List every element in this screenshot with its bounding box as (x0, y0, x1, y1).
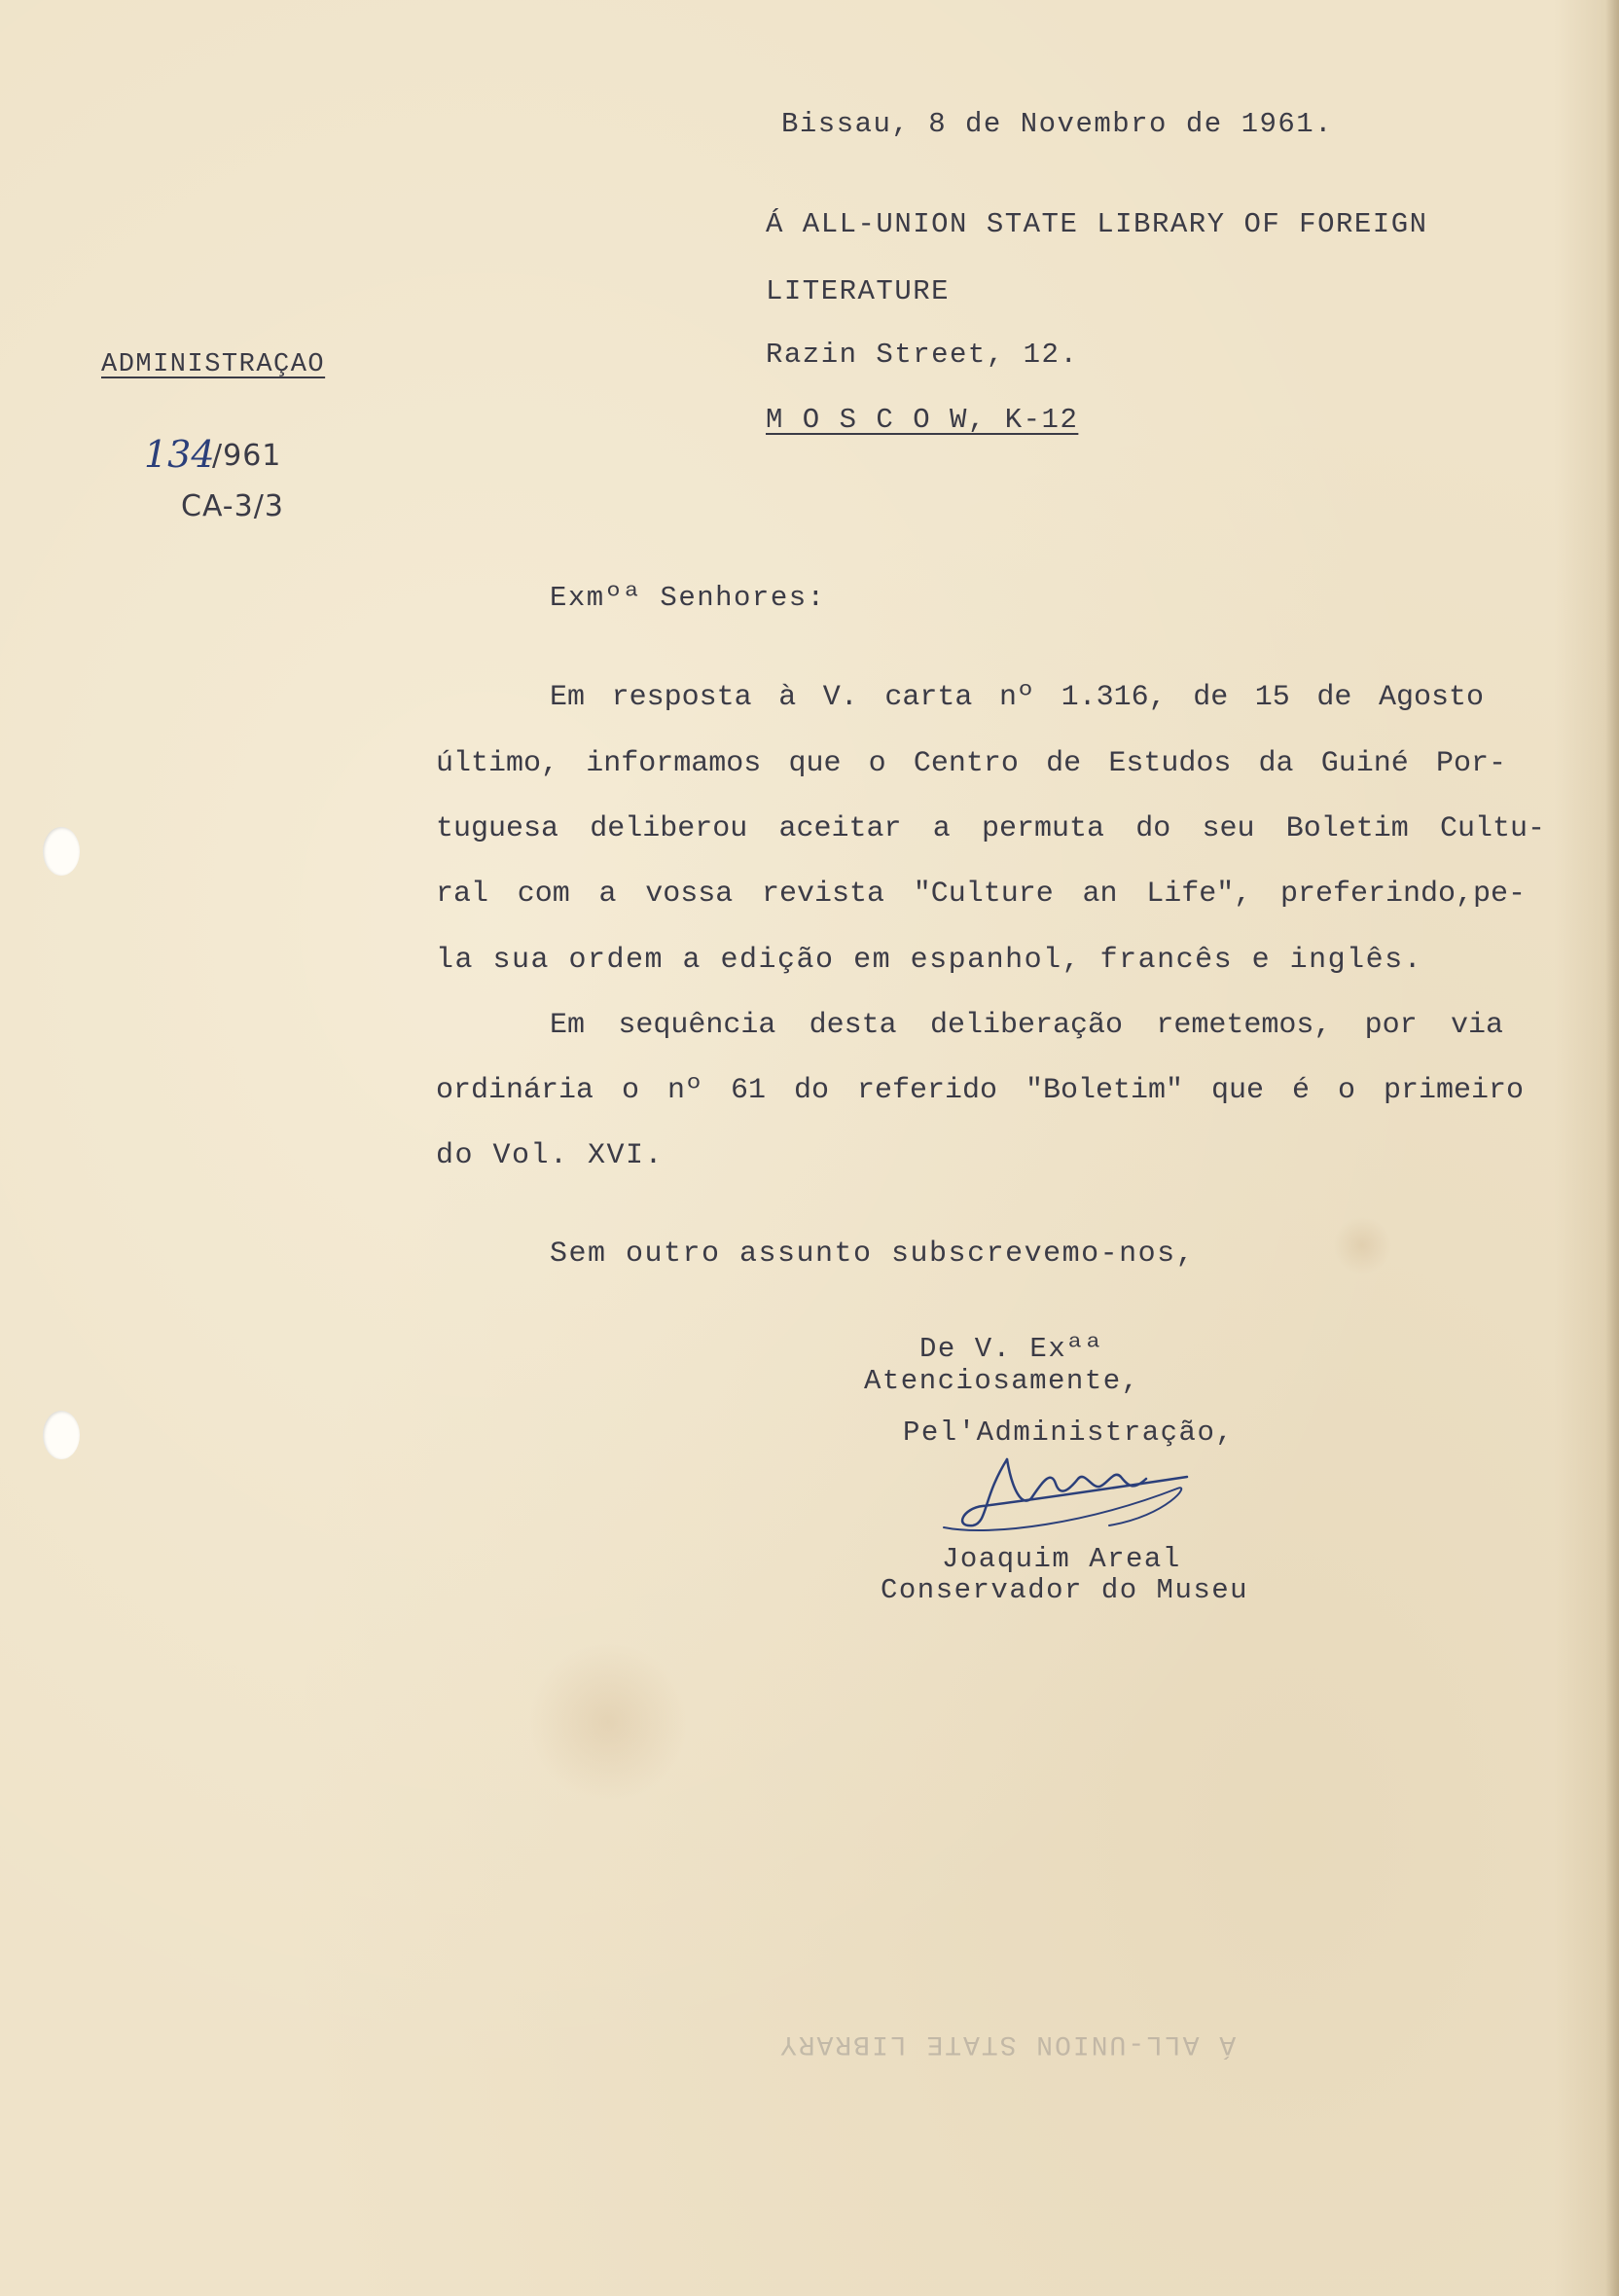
handwritten-signature (915, 1430, 1206, 1547)
body-line: Em sequência desta deliberação remetemos, por via (550, 1009, 1503, 1042)
body-line: do Vol. XVI. (436, 1139, 665, 1172)
department-heading: ADMINISTRAÇAO (101, 350, 326, 379)
body-line: ordinária o nº 61 do referido "Boletim" que é o primeiro (436, 1074, 1524, 1107)
recipient-line-1: Á ALL-UNION STATE LIBRARY OF FOREIGN (766, 208, 1428, 240)
closing-line: Sem outro assunto subscrevemo-nos, (550, 1238, 1196, 1271)
signatory-title: Conservador do Museu (881, 1574, 1249, 1606)
handwritten-reference-number: 134 (144, 433, 215, 476)
signoff-line-3: Pel'Administração, (903, 1417, 1235, 1449)
recipient-address: Razin Street, 12. (766, 339, 1079, 371)
body-line: tuguesa deliberou aceitar a permuta do seu Boletim Cultu- (436, 812, 1545, 845)
salutation: Exmºª Senhores: (550, 582, 826, 614)
punch-hole-bottom (43, 1411, 80, 1459)
date-line: Bissau, 8 de Novembro de 1961. (781, 108, 1334, 140)
signoff-line-1: De V. Exªª (919, 1333, 1104, 1365)
recipient-line-2: LITERATURE (766, 275, 951, 307)
paper-stain (1333, 1216, 1391, 1274)
paper-stain (525, 1644, 691, 1800)
recipient-city: M O S C O W, K-12 (766, 404, 1079, 436)
reference-year: /961 (212, 439, 282, 473)
show-through-text: Á ALL-UNION STATE LIBRARY (778, 2028, 1237, 2059)
body-line: la sua ordem a edição em espanhol, francês e inglês. (436, 944, 1423, 977)
signatory-name: Joaquim Areal (942, 1543, 1181, 1575)
body-line: Em resposta à V. carta nº 1.316, de 15 de Agosto (550, 681, 1484, 714)
body-line: último, informamos que o Centro de Estudos da Guiné Por- (436, 747, 1506, 780)
body-line: ral com a vossa revista "Culture an Life", preferindo,pe- (436, 878, 1526, 911)
paper-edge (1605, 0, 1619, 2296)
signoff-line-2: Atenciosamente, (864, 1365, 1140, 1397)
reference-code: CA-3/3 (181, 489, 284, 523)
punch-hole-top (43, 827, 80, 876)
